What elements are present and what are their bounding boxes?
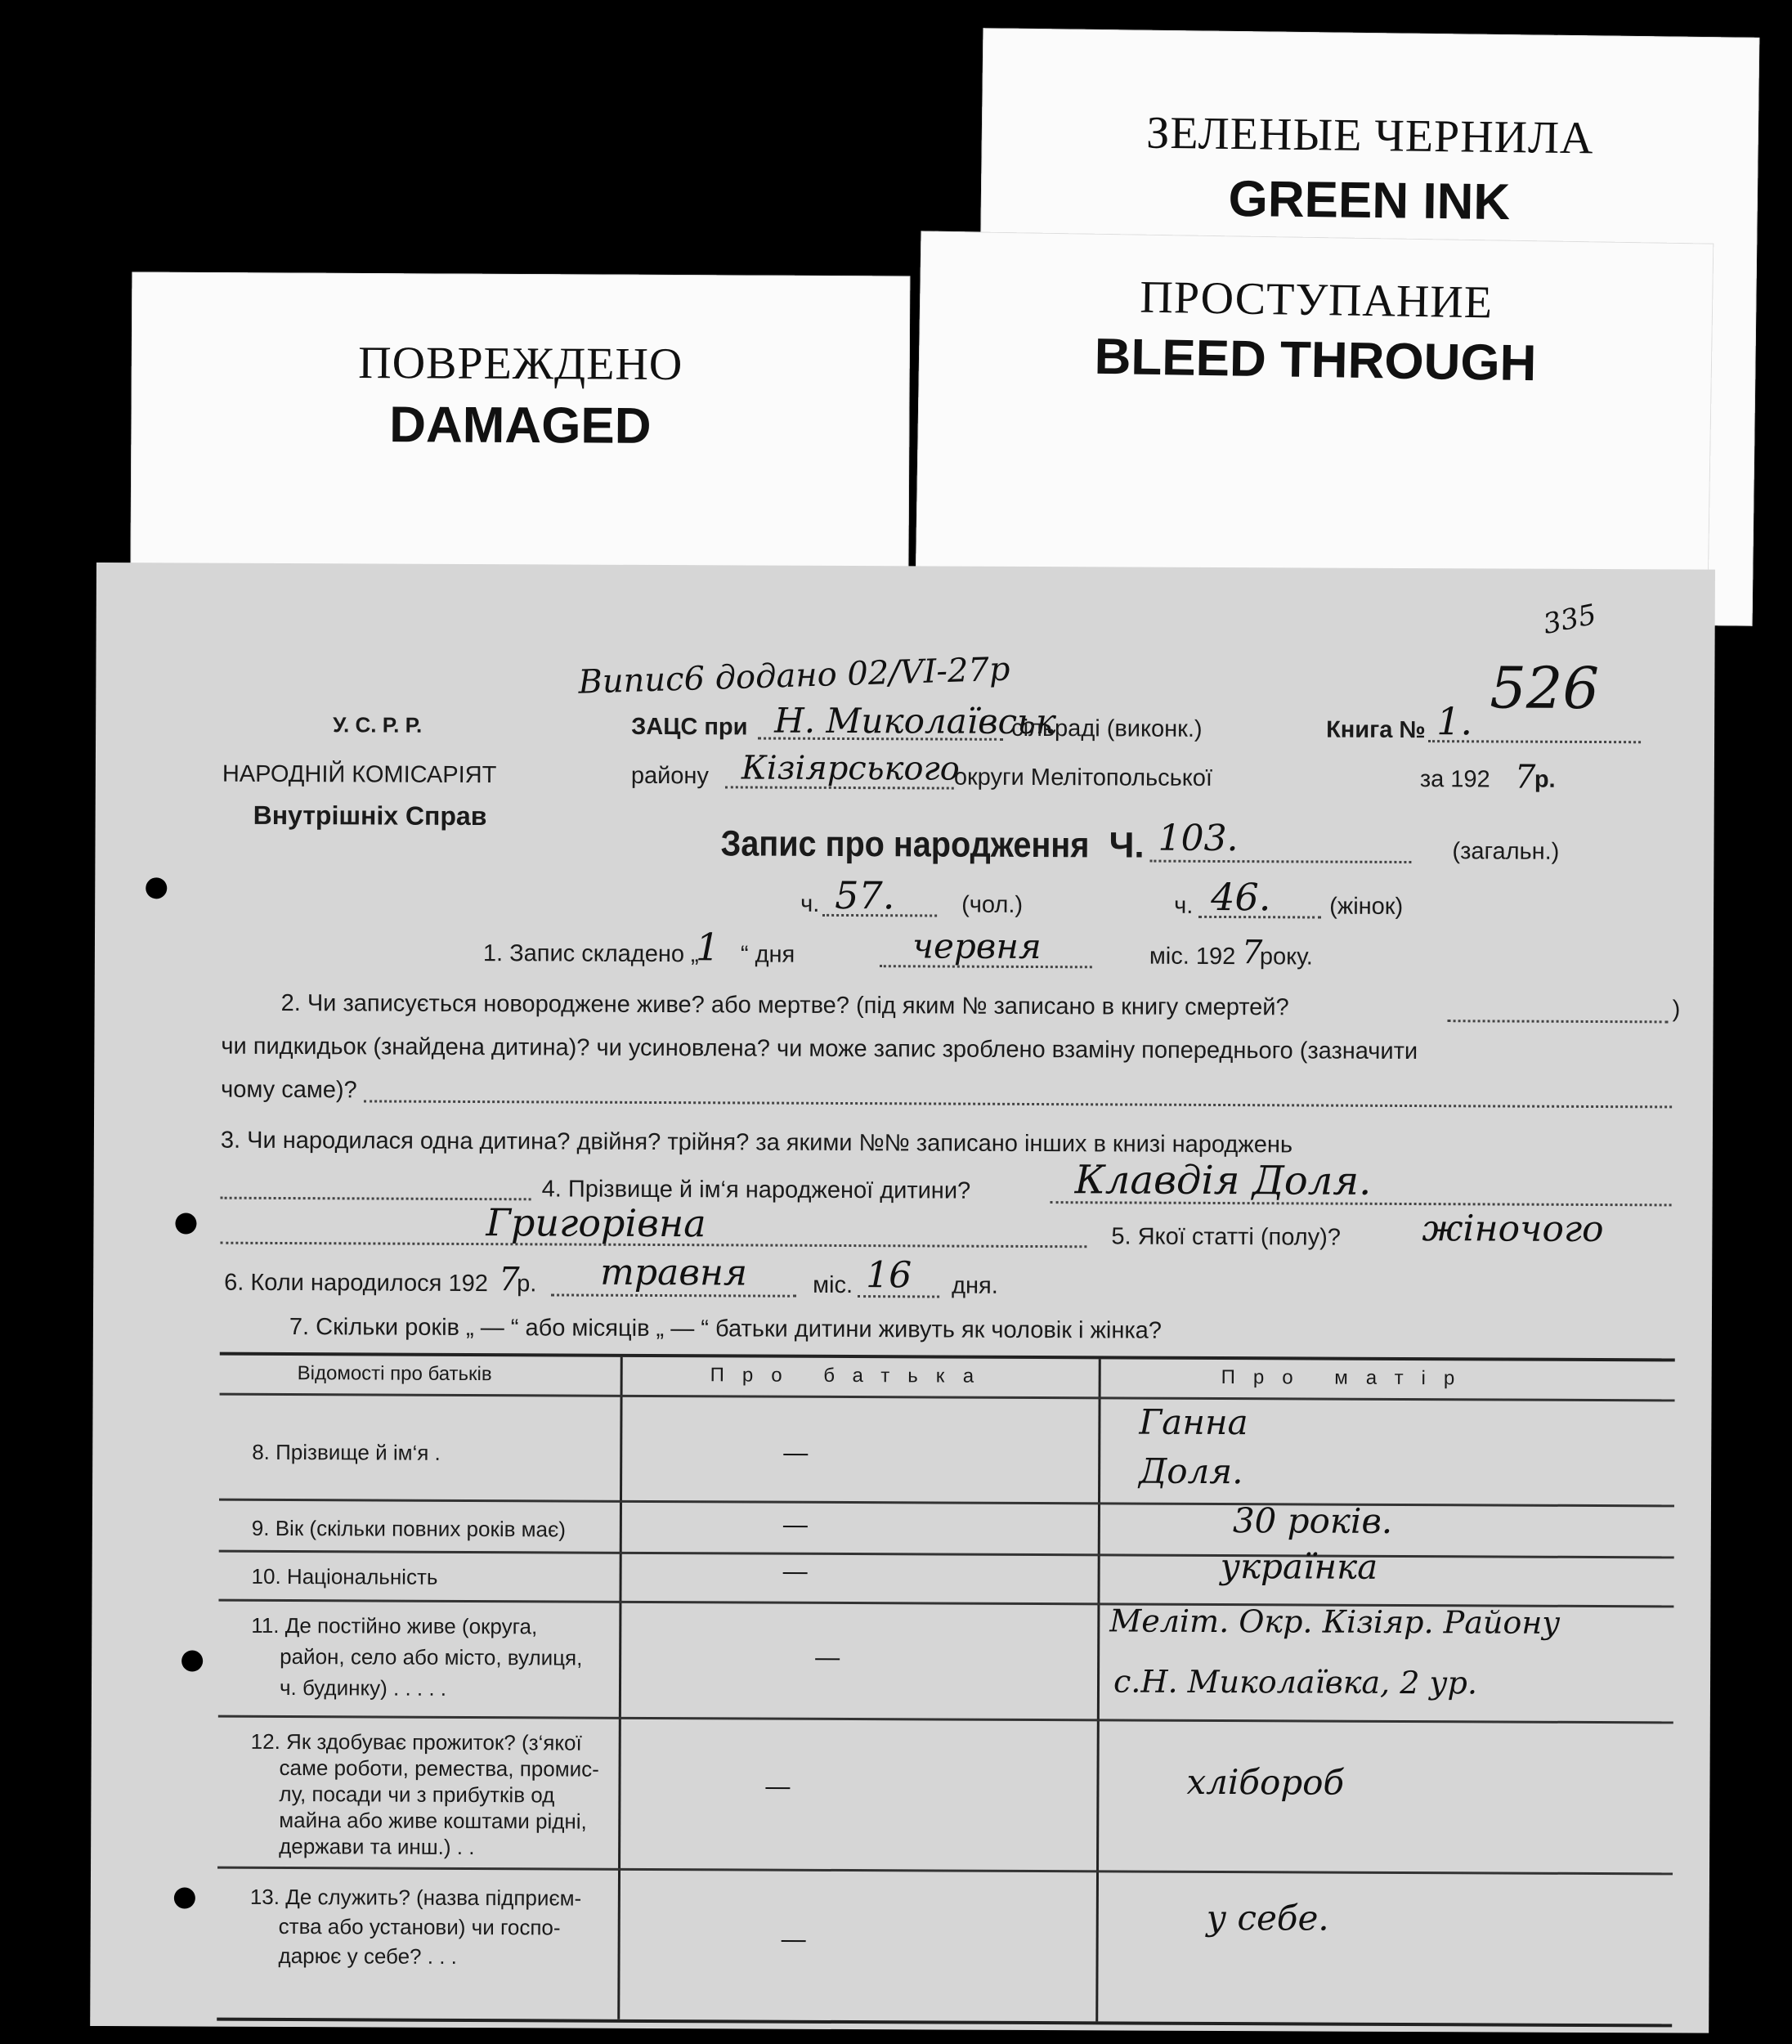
damaged-en: DAMAGED [389,397,652,455]
corner-number: 526 [1490,654,1600,723]
year-value: 7 [1514,758,1536,796]
row12-label-4: майна або живе коштами рідні, [279,1807,587,1834]
corner-number-upper: 335 [1540,598,1600,642]
row10-father: — [782,1558,808,1585]
commissariat-label: НАРОДНІЙ КОМІСАРІЯТ [222,760,497,789]
zags-value: Н. Миколаївськ [774,700,1057,742]
row9-father: — [782,1511,808,1539]
row13-father: — [781,1925,806,1953]
book-label: Книга № [1326,716,1426,744]
q3-line1: 3. Чи народилася одна дитина? двійня? трійня? за якими №№ записано інших в книзі народжень [220,1127,1293,1159]
record-title: Запис про народження [720,823,1090,866]
q6-year: 7 [499,1261,520,1299]
row12-mother: хлібороб [1186,1761,1345,1803]
row11-mother-line2: с.Н. Миколаївка, 2 ур. [1113,1663,1478,1701]
bleed-through-en: BLEED THROUGH [1094,328,1537,392]
year-label: за 192 [1419,766,1490,793]
row10-mother: українка [1220,1546,1378,1587]
row13-mother: у себе. [1206,1897,1329,1939]
row9-mother: 30 років. [1232,1500,1393,1541]
q6-month: травня [600,1251,748,1294]
q1-tail: міс. 192 [1149,943,1236,970]
female-count-suffix: (жінок) [1329,893,1404,920]
damaged-ru: ПОВРЕЖДЕНО [358,337,683,391]
row12-label-1: 12. Як здобуває прожиток? (з‘якої [250,1728,582,1755]
punch-hole [146,877,167,899]
q2-line1-end: ) [1672,996,1681,1023]
row11-label-2: район, село або місто, вулиця, [280,1643,583,1670]
punch-hole [175,1213,196,1234]
header-parents-info: Відомості про батьків [297,1362,492,1386]
bleed-through-ru: ПРОСТУПАНИЕ [1139,271,1494,329]
parents-table [217,1352,1675,2028]
row8-mother-line2: Доля. [1139,1450,1243,1492]
row11-father: — [815,1643,840,1671]
q1-day-suffix: “ дня [740,941,795,968]
q1-label: 1. Запис складено „ [482,940,699,968]
q1-month: червня [912,926,1042,967]
q1-year: 7 [1241,934,1263,972]
row8-mother-line1: Ганна [1139,1401,1248,1443]
q2-line2: чи пидкидьок (знайдена дитина)? чи усиновлена? чи може запис зроблено взаміну попереднього (зазначити [221,1033,1418,1065]
district-value: Кізіярського [741,749,960,788]
row11-mother-line1: Меліт. Окр. Кізіяр. Району [1109,1602,1561,1641]
handwritten-note: Виnис6 дoдaнo 02/VI-27p [577,650,1011,702]
row12-father: — [765,1773,791,1800]
male-count-label: ч. [800,890,820,917]
q7: 7. Скільки років „ — “ або місяців „ — “ батьки дитини живуть як чоловік і жінка? [289,1314,1163,1344]
q1-day: 1 [695,925,720,970]
q5-label: 5. Якої статті (полу)? [1111,1223,1341,1251]
record-number-label: Ч. [1109,825,1145,866]
row8-label: 8. Прізвище й ім‘я . [252,1439,441,1465]
zags-label: ЗАЦС при [631,713,748,741]
punch-hole [181,1650,203,1671]
male-count-suffix: (чол.) [961,891,1024,918]
q4-patronymic: Григорівна [486,1200,706,1246]
row12-label-5: держави та инш.) . . [279,1833,475,1860]
q6-r: р. [517,1271,537,1298]
row13-label-1: 13. Де служить? (назва підприєм- [249,1884,582,1911]
q6-label: 6. Коли народилося 192 [224,1269,488,1298]
punch-hole [174,1887,195,1908]
row13-label-2: ства або установи) чи госпо- [278,1913,561,1940]
row11-label-3: ч. будинку) . . . . . [279,1674,447,1701]
row9-label: 9. Вік (скільки повних років має) [251,1515,567,1542]
header-father: Про батька [710,1364,992,1387]
row11-label-1: 11. Де постійно живе (округа, [251,1612,538,1639]
q5-value: жіночого [1422,1208,1604,1251]
district-label: району [630,762,710,790]
q2-line3: чому саме)? [221,1076,357,1104]
q2-line1: 2. Чи записується новороджене живе? або мертве? (під яким № записано в книгу смертей? [280,989,1289,1021]
row8-father: — [783,1439,809,1467]
female-count-label: ч. [1174,892,1194,919]
birth-record-sheet [90,563,1715,2033]
q6-day: 16 [866,1254,912,1297]
q6-mis: міс. [813,1271,853,1299]
q1-end: року. [1259,944,1313,970]
row12-label-3: лу, посади чи з прибутків од [279,1781,555,1808]
row10-label: 10. Національність [251,1563,438,1589]
okrug-label: округи Мелітопольської [953,764,1213,791]
female-count-value: 46. [1211,874,1271,920]
green-ink-en: GREEN INK [1228,170,1511,231]
ussr-label: У. С. Р. Р. [333,712,423,737]
header-mother: Про матір [1221,1366,1473,1390]
record-number-value: 103. [1158,817,1239,860]
internal-affairs-label: Внутрішніх Справ [253,800,487,831]
male-count-value: 57. [835,872,895,918]
general-label: (загальн.) [1452,838,1560,865]
year-suffix: р. [1534,766,1556,793]
q4-label: 4. Прізвище й ім‘я народженої дитини? [541,1176,971,1204]
green-ink-ru: ЗЕЛЕНЫЕ ЧЕРНИЛА [1145,107,1594,164]
council-label: сільраді (виконк.) [1011,715,1203,742]
book-value: 1. [1436,699,1473,744]
q4-value: Клавдія Доля. [1074,1157,1372,1204]
row12-label-2: саме роботи, ремества, промис- [279,1755,599,1782]
q6-dnia: дня. [952,1272,998,1299]
row13-label-3: дарює у себе? . . . [278,1943,457,1969]
